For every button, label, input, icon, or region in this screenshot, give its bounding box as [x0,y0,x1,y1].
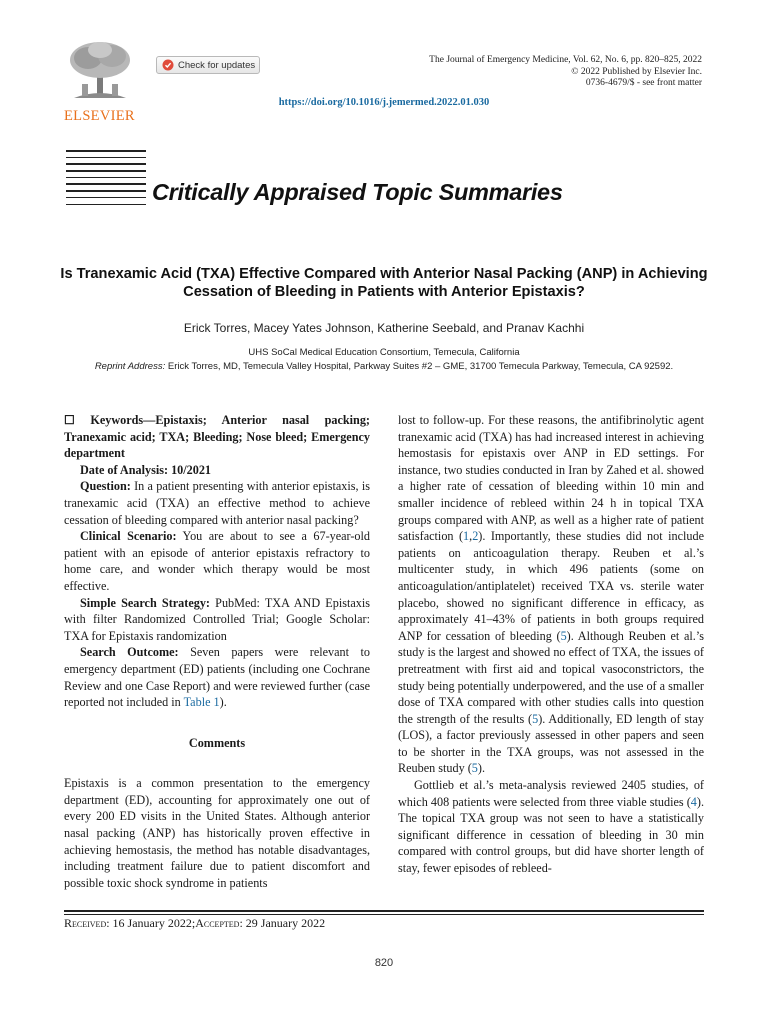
gottlieb-paragraph [398,777,704,877]
text-run: ). [477,761,485,776]
date-of-analysis: Date of Analysis: 10/2021 [80,462,212,477]
affiliation: UHS SoCal Medical Education Consortium, Temecula, California [248,347,520,358]
reference-link-4[interactable]: 4 [690,794,697,809]
received-date: : 16 January 2022; [106,916,196,930]
body-paragraph: Epistaxis is a common presentation to the emergency department (ED), accounting for approximately one out of every 200 ED visits in the United States. Although anterior nasal packing (ANP) has historically proven effective in achieving hemostasis, the method has notable disadvantages, including treatment failure due to patient discomfort and possible toxic shock syndrome in patients [64,776,370,890]
keywords: ☐ Keywords—Epistaxis; Anterior nasal packing; Tranexamic acid; TXA; Bleeding; Nose bleed; Emergency department [64,413,370,461]
doi-link[interactable]: https://doi.org/10.1016/j.jemermed.2022.01.030 [278,97,490,108]
text-run: ). Importantly, these studies did not include patients on anticoagulation therapy. Reuben et al.’s multicenter study, in which 496 patients (some on anticoagulation/antiplatelet) received TXA vs. sterile water placebo, showed no significant difference in efficacy, as approximately 41–43% of patients in both groups required ANP for cessation of bleeding ( [398,529,704,643]
question-text: In a patient presenting with anterior epistaxis, is tranexamic acid (TXA) an effective method to achieve cessation of bleeding compared with anterior nasal packing? [64,479,370,527]
scenario-paragraph [64,528,370,594]
strategy-text: PubMed: TXA AND Epistaxis with filter Randomized Controlled Trial; Google Scholar: TXA for Epistaxis randomization [64,595,370,643]
check-for-updates-button[interactable] [156,56,260,74]
text-run: ). The topical TXA group was not seen to have a statistically significant difference in cessation of bleeding in 30 min compared with control groups, but did have shorter length of stay, fewer episodes of rebleed- [398,794,704,876]
elsevier-tree-icon [64,40,136,102]
accepted-label: Accepted [195,916,240,930]
accepted-date: : 29 January 2022 [239,916,326,930]
footer-rule-thin [64,914,704,915]
reference-link-5[interactable]: 5 [471,761,478,776]
scenario-text: You are about to see a 67-year-old patient with an episode of anterior epistaxis refractory to home care, and wonder which therapy would be most effective. [64,529,370,593]
paragraph-continued [398,412,704,777]
outcome-heading: Search Outcome: [80,645,179,660]
article-title: Is Tranexamic Acid (TXA) Effective Compared with Anterior Nasal Packing (ANP) in Achieving Cessation of Bleeding in Patients with Anterior Epistaxis? [60,266,708,300]
table-1-link[interactable]: Table 1 [183,695,220,710]
comments-heading: Comments [188,735,246,750]
reprint-label: Reprint Address: [94,361,166,372]
check-updates-icon [162,59,174,71]
strategy-paragraph [64,595,370,645]
left-column [64,412,370,891]
text-run: ). Additionally, ED length of stay (LOS), a factor previously assessed in other papers and seen to be shorter in the TXA groups, was not assessed in the Reuben study ( [398,711,704,776]
section-title: Critically Appraised Topic Summaries [152,179,563,205]
question-paragraph [64,478,370,528]
text-run: Gottlieb et al.’s meta-analysis reviewed 2405 studies, of which 408 patients were selected from three viable studies ( [398,778,704,809]
journal-line-1: The Journal of Emergency Medicine, Vol. 62, No. 6, pp. 820–825, 2022 [429,55,702,65]
outcome-text-end: ). [219,695,227,710]
check-updates-label: Check for updates [178,59,256,71]
reference-link-5[interactable]: 5 [532,711,539,726]
footer-rule [64,910,704,912]
outcome-paragraph [64,644,370,710]
question-heading: Question: [80,479,131,494]
strategy-heading: Simple Search Strategy: [80,595,210,610]
elsevier-wordmark: ELSEVIER [64,108,135,124]
text-run: lost to follow-up. For these reasons, the antifibrinolytic agent tranexamic acid (TXA) has had increased interest in achieving hemostasis for epistaxis over ANP in ED settings. For instance, two studies conducted in Iran by Zahed et al. showed a higher rate of cessation of bleeding within 10 min and smaller incidence of rebleed within 24 h in topical TXA groups compared with ANP, as well as a higher rate of patient satisfaction ( [398,413,704,544]
outcome-text: Seven papers were relevant to emergency department (ED) patients (including one Cochrane Review and one Case Report) and were reviewed further (case reported not included in [64,645,370,710]
journal-line-2: © 2022 Published by Elsevier Inc. [571,66,702,77]
section-decorative-lines [66,150,146,206]
scenario-heading: Clinical Scenario: [80,529,177,544]
received-label: Received [64,916,107,930]
reference-link-5[interactable]: 5 [560,628,567,643]
journal-citation [382,55,702,90]
page-number: 820 [374,957,394,969]
right-column [398,412,704,877]
reprint-text: Erick Torres, MD, Temecula Valley Hospital, Parkway Suites #2 – GME, 31700 Temecula Parkway, Temecula, CA 92592. [167,361,674,372]
reference-link-2[interactable]: 2 [472,529,479,544]
journal-line-3: 0736-4679/$ - see front matter [585,78,702,88]
author-list: Erick Torres, Macey Yates Johnson, Katherine Seebald, and Pranav Kachhi [183,321,585,335]
reference-separator: , [469,529,473,544]
text-run: ). Although Reuben et al.’s study is the largest and showed no effect of TXA, the issues of pretreatment with first aid and topical vasoconstrictors, the study being potentially underpowered, and the use of a smaller dose of TXA compared with other studies calls into question the strength of the results ( [398,628,704,726]
received-accepted-dates [64,916,325,931]
reference-link-1[interactable]: 1 [463,529,470,544]
reprint-address [0,361,768,372]
